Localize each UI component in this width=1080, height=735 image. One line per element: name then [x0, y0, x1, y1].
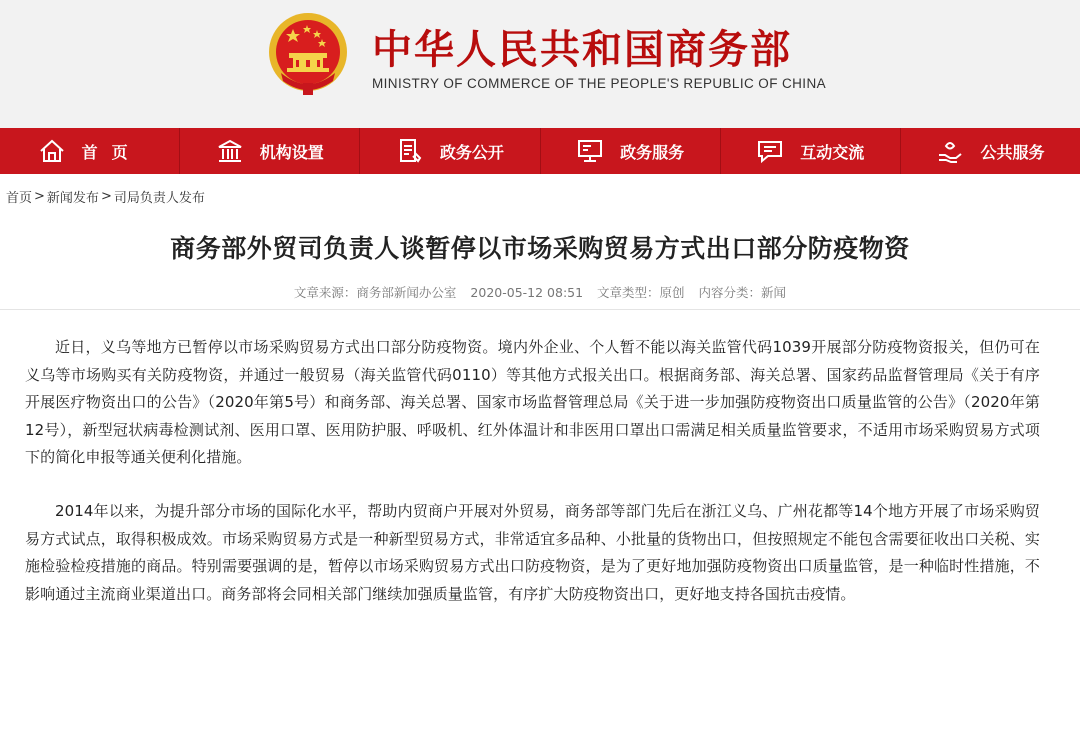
- breadcrumb-separator: >: [34, 188, 45, 204]
- article-content: [0, 334, 1080, 608]
- breadcrumb-news[interactable]: 新闻发布: [46, 190, 99, 206]
- chat-icon: [756, 137, 784, 165]
- nav-item-label: 互动交流: [800, 142, 865, 162]
- divider: [0, 309, 1080, 310]
- hand-service-icon: [936, 137, 964, 165]
- monitor-icon: [576, 137, 604, 165]
- breadcrumb-home[interactable]: 首页: [6, 190, 33, 206]
- document-icon: [396, 137, 424, 165]
- breadcrumb: [0, 174, 1080, 218]
- site-header: [0, 0, 1080, 128]
- nav-item-label: 政务公开: [439, 142, 504, 162]
- home-icon: [38, 137, 66, 165]
- national-emblem-icon[interactable]: [267, 11, 349, 97]
- site-subtitle: MINISTRY OF COMMERCE OF THE PEOPLE'S REPUBLIC OF CHINA: [372, 76, 826, 91]
- nav-item-label: 机构设置: [259, 142, 324, 162]
- article-title: 商务部外贸司负责人谈暂停以市场采购贸易方式出口部分防疫物资: [170, 234, 910, 263]
- institution-building-icon: [216, 137, 244, 165]
- nav-item-public-services[interactable]: [901, 128, 1080, 174]
- nav-item-home[interactable]: [0, 128, 180, 174]
- nav-item-label: 首页: [81, 142, 142, 162]
- main-nav: [0, 128, 1080, 174]
- article-paragraph: 2014年以来，为提升部分市场的国际化水平，帮助内贸商户开展对外贸易，商务部等部门先后在浙江义乌、广州花都等14个地方开展了市场采购贸易方式试点，取得积极成效。市场采购贸易方式是一种新型贸易方式，非常适宜多品种、小批量的货物出口，但按照规定不能包含需要征收出口关税、实施检验检疫措施的商品。特别需要强调的是，暂停以市场采购贸易方式出口防疫物资，是为了更好地加强防疫物资出口质量监管，是一种临时性措施，不影响通过主流商业渠道出口。商务部将会同相关部门继续加强质量监管，有序扩大防疫物资出口，更好地支持各国抗击疫情。: [25, 501, 1040, 603]
- nav-item-interaction[interactable]: [721, 128, 901, 174]
- nav-item-institutions[interactable]: [180, 128, 360, 174]
- article-date: 2020-05-12 08:51: [470, 285, 584, 300]
- article-category: 内容分类：新闻: [698, 285, 787, 300]
- nav-item-government-affairs[interactable]: [360, 128, 540, 174]
- nav-item-label: 公共服务: [980, 142, 1045, 162]
- article-paragraph: 近日，义乌等地方已暂停以市场采购贸易方式出口部分防疫物资。境内外企业、个人暂不能以海关监管代码1039开展部分防疫物资报关，但仍可在义乌等市场购买有关防疫物资，并通过一般贸易（海关监管代码0110）等其他方式报关出口。根据商务部、海关总署、国家药品监督管理局《关于有序开展医疗物资出口的公告》（2020年第5号）和商务部、海关总署、国家市场监督管理总局《关于进一步加强防疫物资出口质量监管的公告》（2020年第12号），新型冠状病毒检测试剂、医用口罩、医用防护服、呼吸机、红外体温计和非医用口罩出口需满足相关质量监管要求，不适用市场采购贸易方式项下的简化申报等通关便利化措施。: [25, 338, 1040, 467]
- breadcrumb-separator: >: [100, 188, 112, 204]
- nav-item-label: 政务服务: [620, 142, 685, 162]
- nav-item-government-services[interactable]: [541, 128, 721, 174]
- breadcrumb-department-release[interactable]: 司局负责人发布: [113, 190, 205, 206]
- article-meta: [0, 283, 1080, 301]
- article-type: 文章类型：原创: [597, 285, 685, 300]
- article-source: 文章来源：商务部新闻办公室: [293, 285, 457, 300]
- site-title: 中华人民共和国商务部: [372, 27, 792, 73]
